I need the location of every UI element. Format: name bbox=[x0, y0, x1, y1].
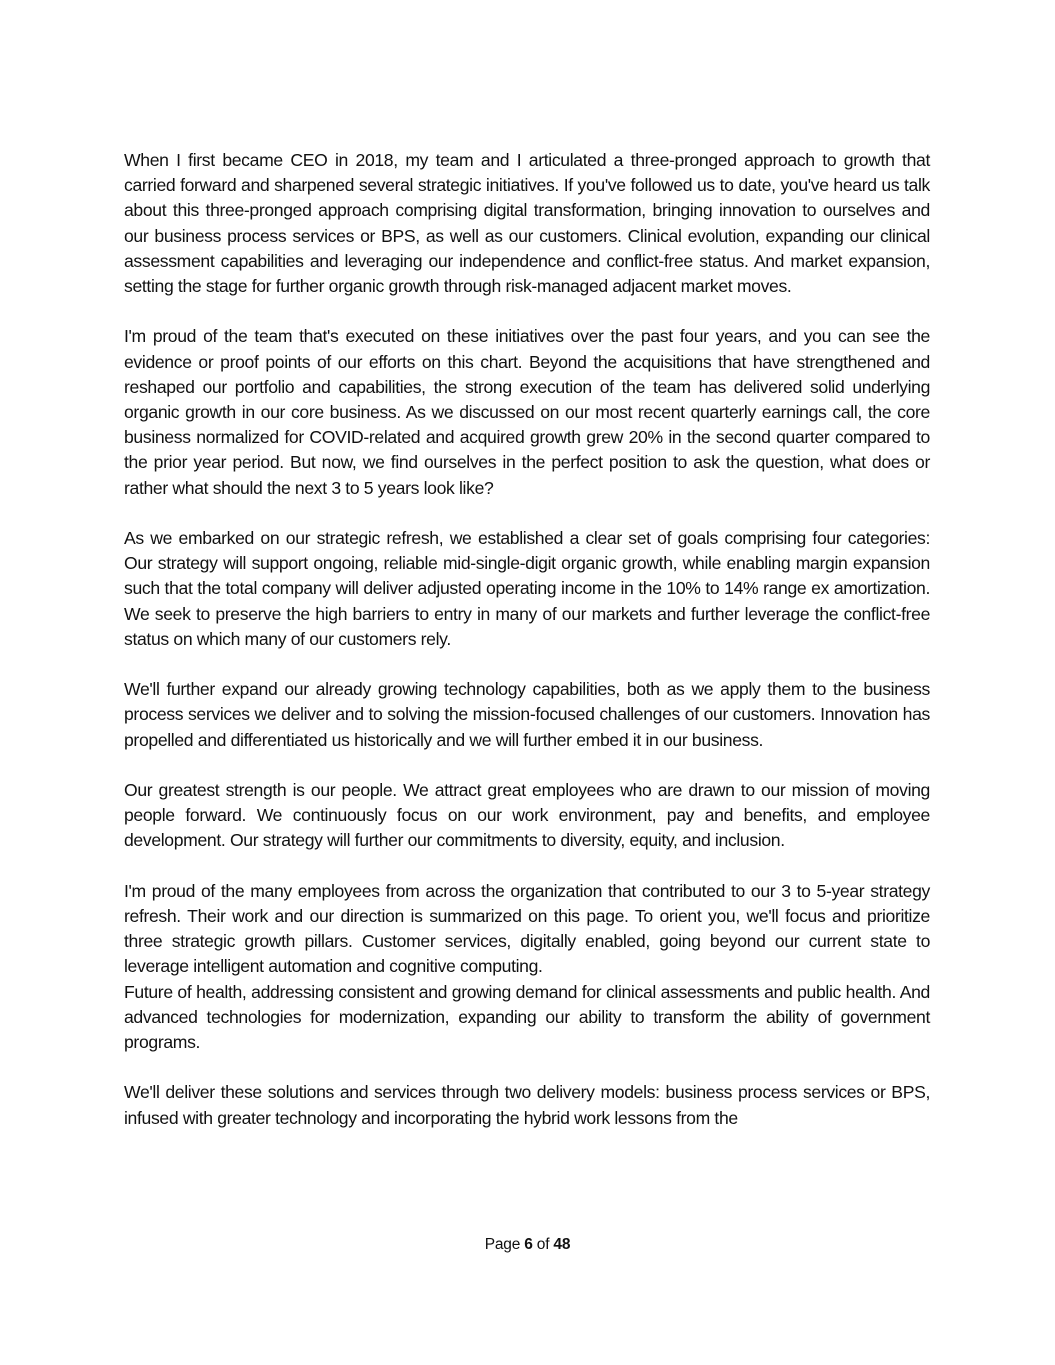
page-footer bbox=[0, 1234, 1055, 1256]
paragraph-strategic-goals: As we embarked on our strategic refresh, we established a clear set of goals comprising four categories: Our strategy will support ongoing, reliable mid-single-digit organic growth, while enabling margin expansion such that the total company will deliver adjusted operating income in the 10% to 14% range ex amortization. We seek to preserve the high barriers to entry in many of our markets and further leverage the conflict-free status on which many of our customers rely. bbox=[124, 528, 930, 649]
paragraph-growth-approach: When I first became CEO in 2018, my team and I articulated a three-pronged approach to growth that carried forward and sharpened several strategic initiatives. If you've followed us to date, you've heard us talk about this three-pronged approach comprising digital transformation, bringing innovation to ourselves and our business process services or BPS, as well as our customers. Clinical evolution, expanding our clinical assessment capabilities and leveraging our independence and conflict-free status. And market expansion, setting the stage for further organic growth through risk-managed adjacent market moves. bbox=[124, 150, 930, 297]
paragraph-people-strength: Our greatest strength is our people. We attract great employees who are drawn to our mission of moving people forward. We continuously focus on our work environment, pay and benefits, and employee development. Our strategy will further our commitments to diversity, equity, and inclusion. bbox=[124, 780, 930, 851]
page-label: Page bbox=[484, 1236, 521, 1253]
paragraph-technology-capabilities: We'll further expand our already growing technology capabilities, both as we apply them to the business process services we deliver and to solving the mission-focused challenges of our customers. Innovation has propelled and differentiated us historically and we will further embed it in our business. bbox=[124, 679, 930, 750]
page-of-label: of bbox=[536, 1236, 550, 1253]
document-body bbox=[124, 148, 930, 1131]
total-pages-number: 48 bbox=[553, 1236, 571, 1253]
paragraph-execution-results: I'm proud of the team that's executed on these initiatives over the past four years, and you can see the evidence or proof points of our efforts on this chart. Beyond the acquisitions that have strengthened and reshaped our portfolio and capabilities, the strong execution of the team has delivered solid underlying organic growth in our core business. As we discussed on our most recent quarterly earnings call, the core business normalized for COVID-related and acquired growth grew 20% in the second quarter compared to the prior year period. But now, we find ourselves in the perfect position to ask the question, what does or rather what should the next 3 to 5 years look like? bbox=[124, 326, 930, 498]
paragraph-strategy-refresh: I'm proud of the many employees from across the organization that contributed to our 3 to 5-year strategy refresh. Their work and our direction is summarized on this page. To orient you, we'll focus and prioritize three strategic growth pillars. Customer services, digitally enabled, going beyond our current state to leverage intelligent automation and cognitive computing. bbox=[124, 880, 930, 977]
paragraph-delivery-models: We'll deliver these solutions and services through two delivery models: business process services or BPS, infused with greater technology and incorporating the hybrid work lessons from the bbox=[124, 1082, 930, 1128]
paragraph-future-of-health: Future of health, addressing consistent and growing demand for clinical assessments and public health. And advanced technologies for modernization, expanding our ability to transform the ability of government programs. bbox=[124, 981, 930, 1053]
current-page-number: 6 bbox=[524, 1236, 533, 1253]
